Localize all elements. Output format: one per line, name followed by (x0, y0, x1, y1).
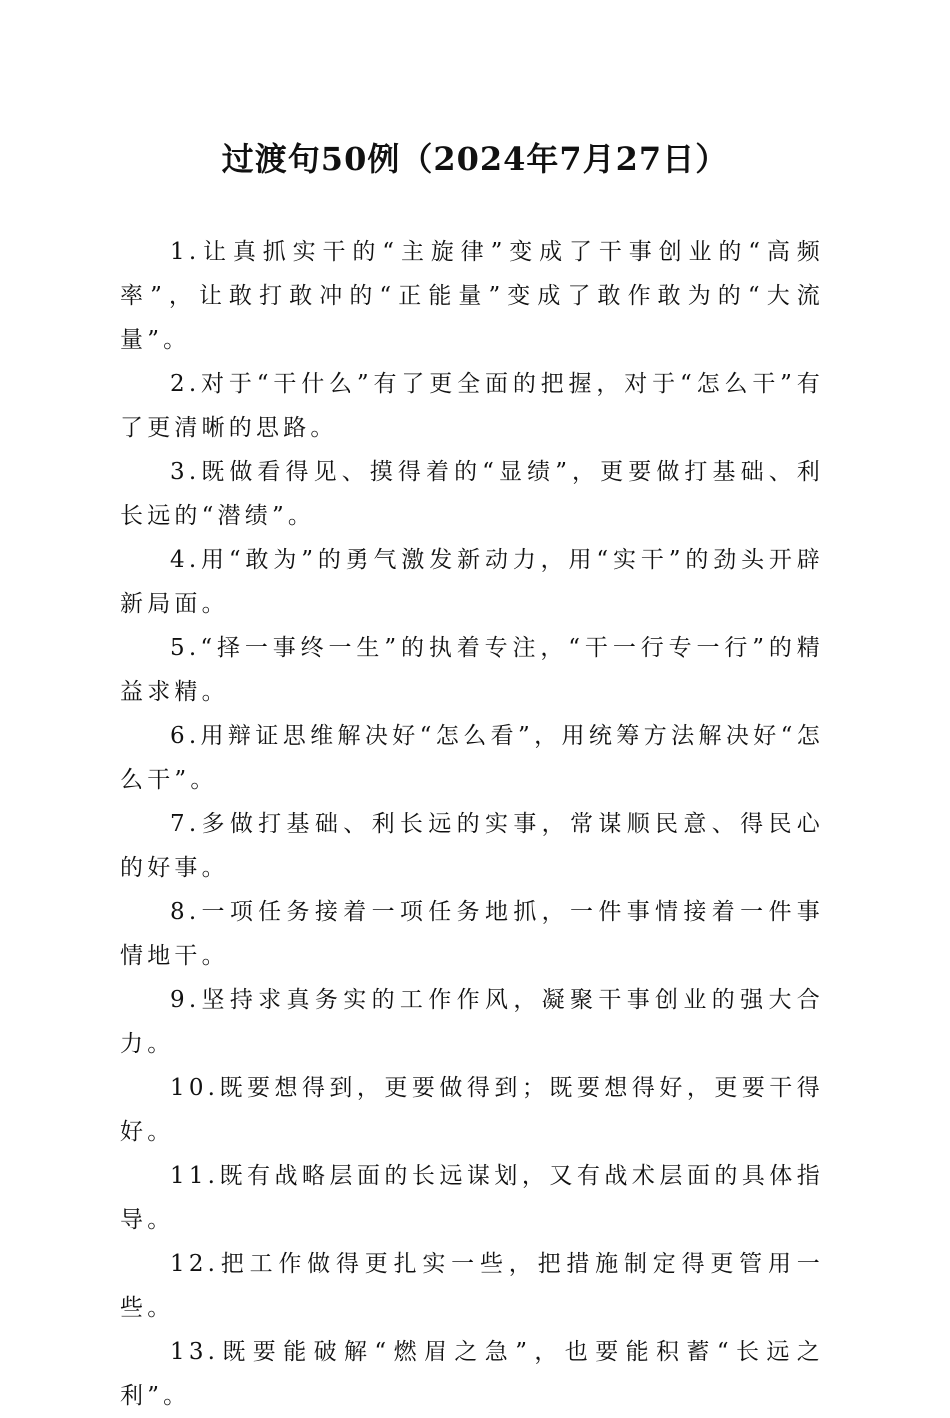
list-item: 3.既做看得见、摸得着的“显绩”，更要做打基础、利长远的“潜绩”。 (120, 459, 824, 529)
list-item: 8.一项任务接着一项任务地抓，一件事情接着一件事情地干。 (120, 899, 824, 969)
list-item: 9.坚持求真务实的工作作风，凝聚干事创业的强大合力。 (120, 987, 824, 1057)
list-item: 13.既要能破解“燃眉之急”，也要能积蓄“长远之利”。 (120, 1339, 824, 1409)
list-item: 5.“择一事终一生”的执着专注，“干一行专一行”的精益求精。 (120, 635, 824, 705)
list-item: 10.既要想得到，更要做得到；既要想得好，更要干得好。 (120, 1075, 824, 1145)
list-item: 2.对于“干什么”有了更全面的把握，对于“怎么干”有了更清晰的思路。 (120, 371, 824, 441)
document-body (120, 230, 824, 1418)
list-item: 6.用辩证思维解决好“怎么看”，用统筹方法解决好“怎么干”。 (120, 723, 824, 793)
document-title: 过渡句50例（2024年7月27日） (221, 140, 729, 178)
list-item: 11.既有战略层面的长远谋划，又有战术层面的具体指导。 (120, 1163, 824, 1233)
list-item: 12.把工作做得更扎实一些，把措施制定得更管用一些。 (120, 1251, 824, 1321)
list-item: 7.多做打基础、利长远的实事，常谋顺民意、得民心的好事。 (120, 811, 824, 881)
list-item: 4.用“敢为”的勇气激发新动力，用“实干”的劲头开辟新局面。 (120, 547, 824, 617)
list-item: 1.让真抓实干的“主旋律”变成了干事创业的“高频率”，让敢打敢冲的“正能量”变成了敢作敢为的“大流量”。 (120, 239, 824, 353)
